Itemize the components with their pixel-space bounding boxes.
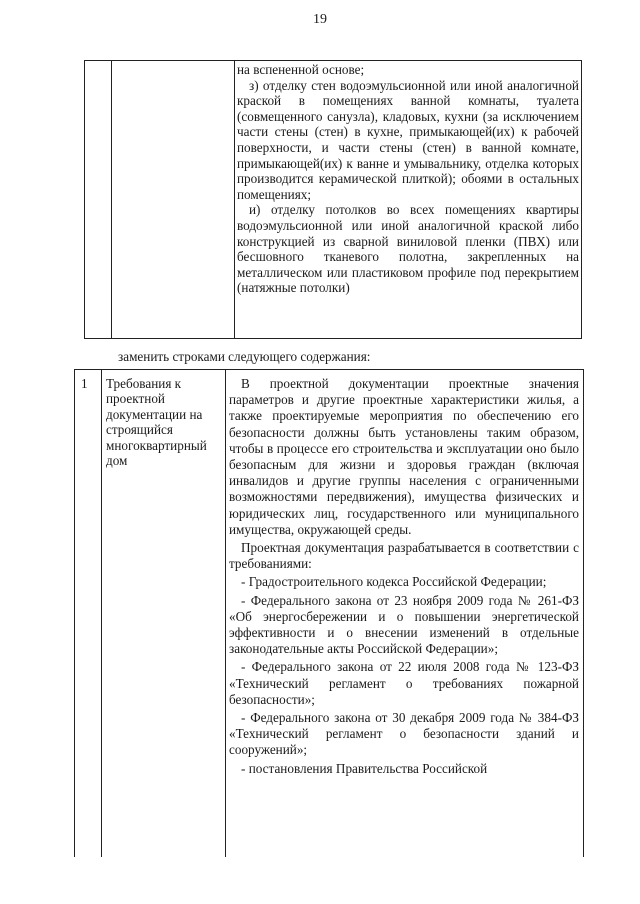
continuation-table (84, 60, 582, 339)
requirement-text (229, 376, 579, 777)
intro-line: заменить строками следующего содержания: (118, 349, 371, 364)
continuation-text (237, 62, 579, 296)
requirement-title: Требования к проектной документации на строящийся многоквартирный дом (106, 376, 207, 469)
page-number: 19 (313, 12, 327, 27)
paragraph: на вспененной основе; (237, 62, 365, 77)
list-item: - Федерального закона от 23 ноября 2009 года № 261-ФЗ «Об энергосбережении и о повышении энергетической эффективности и о внесении изменений в отдельные законодательные акты Российской Федерации»; (229, 592, 579, 657)
title-column (112, 61, 235, 338)
list-item: - Федерального закона от 30 декабря 2009 года № 384-ФЗ «Технический регламент о безопасности зданий и сооружений»; (229, 710, 579, 758)
row-number: 1 (81, 376, 88, 391)
number-column (85, 61, 112, 338)
list-item: - Градостроительного кодекса Российской Федерации; (241, 574, 547, 590)
paragraph: з) отделку стен водоэмульсионной или иной аналогичной краской в помещениях ванной комнаты, туалета (совмещенного санузла), кладовых, кухни (за исключением части стены (стен) в кухне, примыкающей(их) к рабочей поверхности, и части стены (стен) в ванной комнате, примыкающей(их) к ванне и умывальнику, отделка которых производится керамической плиткой); обоями в остальных помещениях; (237, 77, 579, 202)
list-item: - постановления Правительства Российской (241, 760, 488, 776)
replacement-table (74, 369, 584, 857)
list-item: - Федерального закона от 22 июля 2008 года № 123-ФЗ «Технический регламент о требованиях пожарной безопасности»; (229, 659, 579, 707)
paragraph: В проектной документации проектные значения параметров и другие проектные характеристики жилья, а также проектируемые мероприятия по обеспечению его безопасности должны быть установлены таким образом, чтобы в процессе его строительства и эксплуатации оно было безопасным для жизни и здоровья граждан (включая инвалидов и другие группы населения с ограниченными возможностями передвижения), имущества физических и юридических лиц, государственного или муниципального имущества, окружающей среды. (229, 376, 579, 537)
title-column (102, 370, 226, 857)
number-column (75, 370, 102, 857)
paragraph: и) отделку потолков во всех помещениях квартиры водоэмульсионной или иной аналогичной краской либо конструкцией из сварной виниловой пленки (ПВХ) или бесшовного тканевого полотна, закрепленных на металлическом или пластиковом профиле под перекрытием (натяжные потолки) (237, 202, 579, 296)
paragraph: Проектная документация разрабатывается в соответствии с требованиями: (229, 540, 579, 572)
